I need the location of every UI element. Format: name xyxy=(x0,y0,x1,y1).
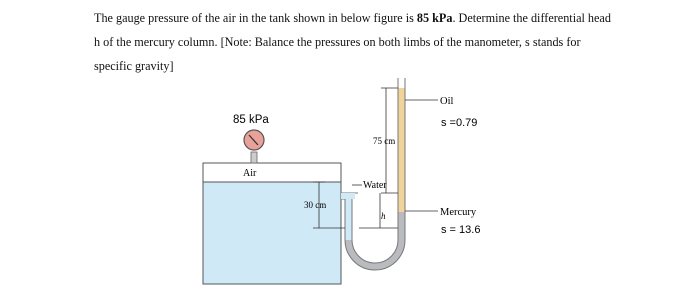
mercury-sg: s = 13.6 xyxy=(441,224,481,236)
dim-75-label: 75 cm xyxy=(373,136,396,146)
right-limb-oil xyxy=(398,88,405,212)
oil-sg: s =0.79 xyxy=(441,117,478,129)
mercury-label: Mercury xyxy=(440,207,477,218)
pressure-value: 85 kPa xyxy=(416,11,453,25)
oil-label: Oil xyxy=(440,96,454,107)
left-limb-water xyxy=(345,193,352,240)
problem-text-after: . Determine the differential head h of the mercury column. [Note: Balance the pressures on both limbs of the manometer, s stands for specific gravity] xyxy=(94,11,611,73)
gauge-stem xyxy=(251,152,257,163)
water-label: Water xyxy=(363,180,387,191)
dim-30-label: 30 cm xyxy=(304,200,327,210)
gauge-label: 85 kPa xyxy=(233,114,269,126)
air-label: Air xyxy=(243,168,257,179)
dim-h-label: h xyxy=(381,211,386,221)
problem-text-before: The gauge pressure of the air in the tank shown in below figure is xyxy=(94,11,417,25)
tank-water xyxy=(203,182,341,284)
